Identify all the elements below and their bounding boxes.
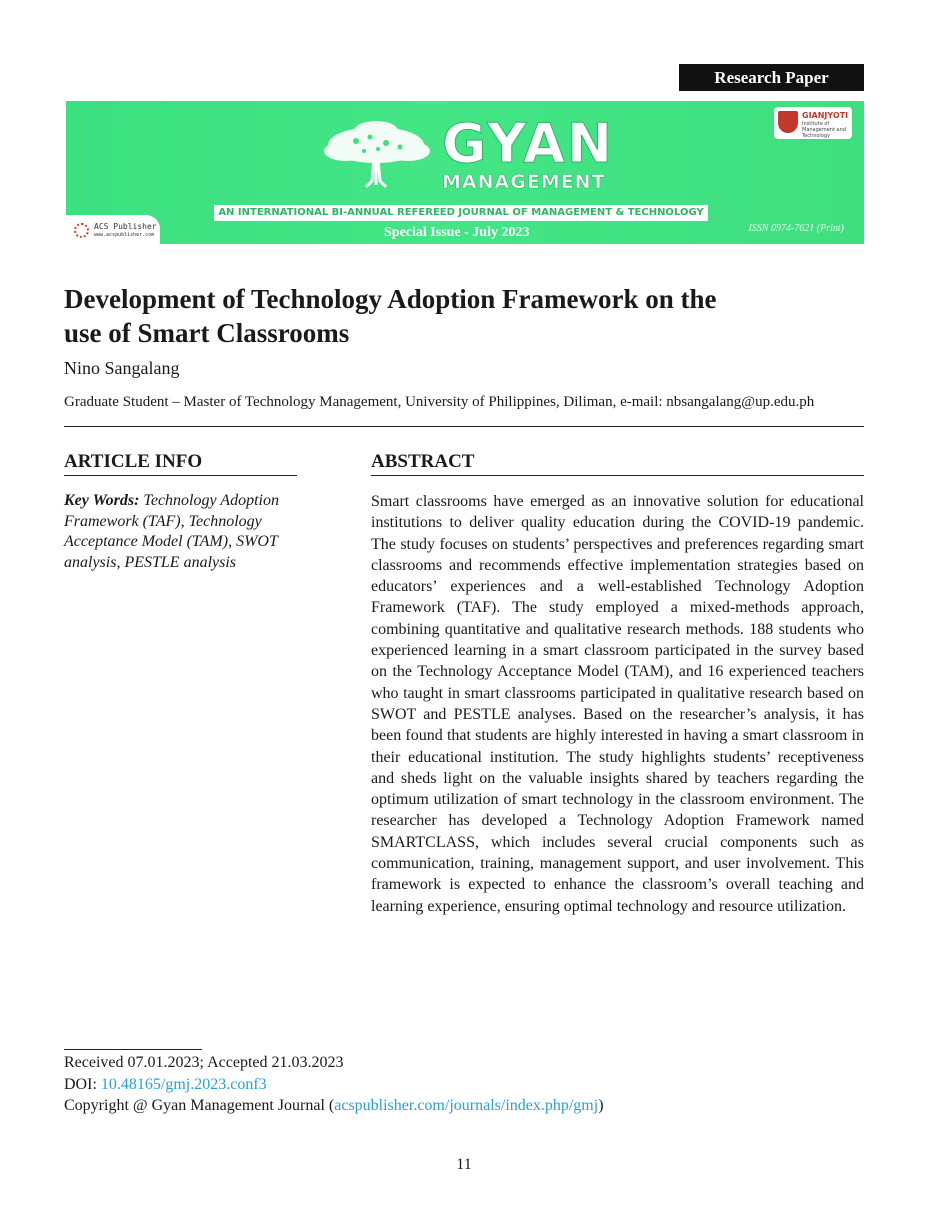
abstract-text: Smart classrooms have emerged as an innovative solution for educational institutions to deliver quality education during the COVID-19 pandemic. The study focuses on students’ perspectives and preferences regarding smart classrooms and recommends effective implementation strategies based on educators’ experiences and a well-established Technology Adoption Framework (TAF). The study employed a mixed-methods approach, combining quantitative and qualitative research methods. 188 students who experienced learning in a smart classroom participated in the survey based on the Technology Acceptance Model (TAM), and 16 experienced teachers who taught in smart classrooms participated in qualitative research based on SWOT and PESTLE analyses. Based on the researcher’s analysis, it has been found that students are highly interested in having a smart classroom in their educational institution. The study highlights students’ receptiveness and sheds light on the valuable insights shared by teachers regarding the optimum utilization of smart technology in the classroom environment. The researcher has developed a Technology Adoption Framework named SMARTCLASS, which includes several crucial components such as communication, training, management support, and user involvement. This framework is expected to enhance the classroom’s overall teaching and learning experience, ensuring optimal technology and resource utilization. (371, 493, 864, 915)
journal-subname: MANAGEMENT (442, 171, 606, 193)
article-title-line1: Development of Technology Adoption Framework on the (64, 284, 717, 314)
copyright-suffix: ) (598, 1097, 604, 1114)
journal-name: GYAN (442, 112, 615, 175)
keywords (64, 491, 304, 573)
journal-tagline: AN INTERNATIONAL BI-ANNUAL REFEREED JOURNAL OF MANAGEMENT & TECHNOLOGY (214, 205, 708, 221)
doi-line (64, 1076, 267, 1094)
article-title-line2: use of Smart Classrooms (64, 318, 350, 348)
keywords-text: Technology Adoption Framework (TAF), Technology Acceptance Model (TAM), SWOT analysis, PESTLE analysis (64, 492, 279, 571)
partner-emblem-icon (778, 111, 798, 133)
doi-link[interactable]: 10.48165/gmj.2023.conf3 (100, 1076, 267, 1093)
partner-logo (774, 107, 852, 139)
doi-label: DOI: (64, 1076, 101, 1093)
header-divider (64, 426, 864, 427)
publisher-logo (66, 215, 160, 244)
article-type-tag: Research Paper (679, 64, 864, 91)
partner-logo-sub: Institute of Management and Technology (802, 121, 846, 139)
journal-banner (66, 101, 864, 244)
page-number: 11 (456, 1156, 472, 1173)
author-affiliation: Graduate Student – Master of Technology Management, University of Philippines, Diliman, e-mail: nbsangalang@up.edu.ph (64, 394, 815, 410)
received-dates: Received 07.01.2023; Accepted 21.03.2023 (64, 1054, 344, 1071)
copyright-line (64, 1097, 604, 1115)
journal-link[interactable]: acspublisher.com/journals/index.php/gmj (334, 1097, 599, 1114)
publisher-logo-sub: www.acspublisher.com (94, 232, 155, 238)
footnote-divider (64, 1049, 202, 1050)
tree-logo-icon (316, 119, 436, 191)
author-name: Nino Sangalang (64, 358, 180, 378)
issn: ISSN 0974-7621 (Print) (748, 223, 844, 234)
publisher-logo-text: ACS Publisher (94, 222, 157, 231)
article-info-heading: ARTICLE INFO (64, 451, 297, 476)
partner-logo-text: GIANJYOTI (802, 111, 849, 120)
article-title (64, 282, 824, 350)
abstract-heading: ABSTRACT (371, 451, 864, 476)
copyright-prefix: Copyright @ Gyan Management Journal ( (64, 1097, 335, 1114)
publisher-logo-icon (74, 223, 89, 238)
special-issue: Special Issue - July 2023 (384, 225, 530, 240)
keywords-label: Key Words: (64, 492, 140, 509)
